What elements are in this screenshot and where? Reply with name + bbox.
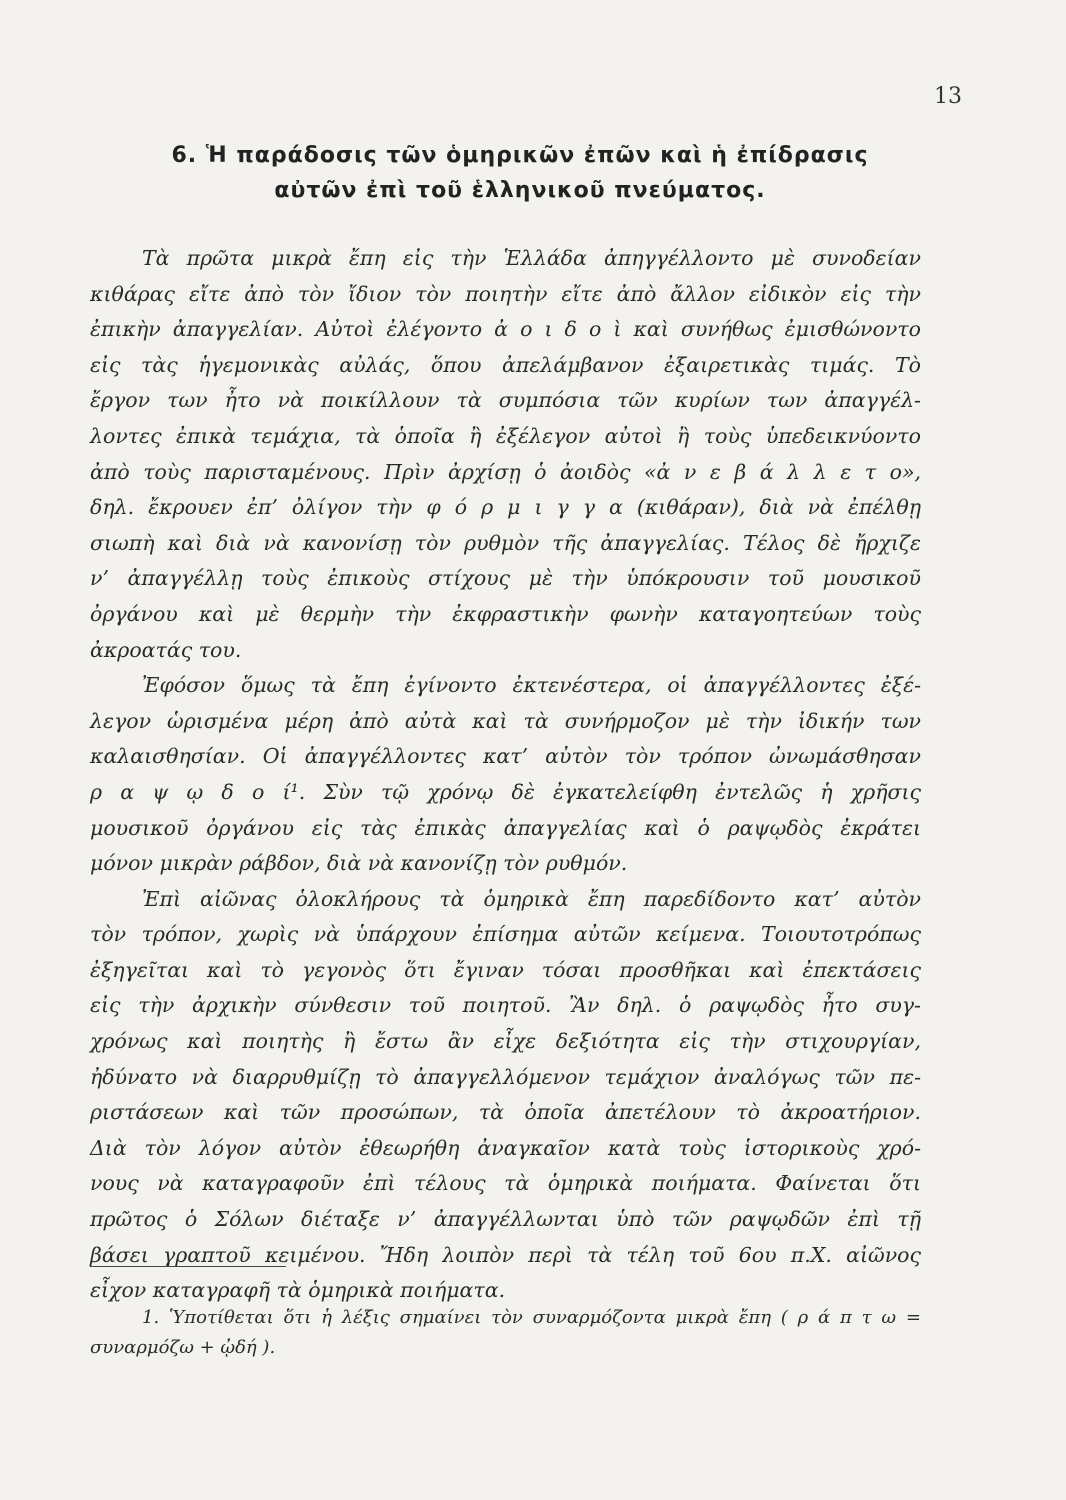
footnote-line-1: 1. Ὑποτίθεται ὅτι ἡ λέξις σημαίνει τὸν συναρμόζοντα μικρὰ ἔπη ( ρ ά π τ ω = <box>142 1307 921 1328</box>
paragraph-3-line: Ἐπὶ αἰῶνας ὁλοκλήρους τὰ ὁμηρικὰ ἔπη παρεδίδοντο κατ’ αὐτὸν <box>142 886 921 911</box>
paragraph-1-line: ἀπὸ τοὺς παρισταμένους. Πρὶν ἀρχίσῃ ὁ ἀοιδὸς «ἀ ν ε β ά λ λ ε τ ο», <box>90 459 921 484</box>
paragraph-3-line: εἰς τὴν ἀρχικὴν σύνθεσιν τοῦ ποιητοῦ. Ἂν δηλ. ὁ ραψῳδὸς ἦτο συγ- <box>90 993 921 1018</box>
paragraph-3-line: τὸν τρόπον, χωρὶς νὰ ὑπάρχουν ἐπίσημα αὐτῶν κείμενα. Τοιουτοτρόπως <box>90 922 921 947</box>
paragraph-1-line: ν’ ἀπαγγέλλῃ τοὺς ἐπικοὺς στίχους μὲ τὴν ὑπόκρουσιν τοῦ μουσικοῦ <box>90 566 921 591</box>
paragraph-3-line: πρῶτος ὁ Σόλων διέταξε ν’ ἀπαγγέλλωνται ὑπὸ τῶν ραψῳδῶν ἐπὶ τῇ <box>90 1207 921 1232</box>
paragraph-3-line: ἐξηγεῖται καὶ τὸ γεγονὸς ὅτι ἔγιναν τόσαι προσθῆκαι καὶ ἐπεκτάσεις <box>90 957 921 982</box>
paragraph-1-line: ἐπικὴν ἀπαγγελίαν. Αὐτοὶ ἐλέγοντο ἀ ο ι δ ο ὶ καὶ συνήθως ἐμισθώνοντο <box>90 317 921 342</box>
paragraph-1-line: ὀργάνου καὶ μὲ θερμὴν τὴν ἐκφραστικὴν φωνὴν καταγοητεύων τοὺς <box>90 601 921 626</box>
paragraph-3-line: ριστάσεων καὶ τῶν προσώπων, τὰ ὁποῖα ἀπετέλουν τὸ ἀκροατήριον. <box>90 1100 921 1125</box>
paragraph-2-line: μουσικοῦ ὀργάνου εἰς τὰς ἐπικὰς ἀπαγγελίας καὶ ὁ ραψῳδὸς ἐκράτει <box>90 815 921 840</box>
footnote-divider <box>90 1266 286 1267</box>
paragraph-2-line: καλαισθησίαν. Οἱ ἀπαγγέλλοντες κατ’ αὐτὸν τὸν τρόπον ὠνωμάσθησαν <box>90 744 921 769</box>
section-heading <box>110 138 930 208</box>
paragraph-1-line: Τὰ πρῶτα μικρὰ ἔπη εἰς τὴν Ἑλλάδα ἀπηγγέλλοντο μὲ συνοδείαν <box>142 246 921 270</box>
page-number: 13 <box>934 84 962 109</box>
paragraph-3-line: εἶχον καταγραφῆ τὰ ὁμηρικὰ ποιήματα. <box>90 1278 506 1303</box>
paragraph-1-line: εἰς τὰς ἡγεμονικὰς αὐλάς, ὅπου ἀπελάμβανον ἐξαιρετικὰς τιμάς. Τὸ <box>90 352 921 377</box>
paragraph-1-line: ἔργον των ἦτο νὰ ποικίλλουν τὰ συμπόσια τῶν κυρίων των ἀπαγγέλ- <box>90 388 921 413</box>
heading-line-2: αὐτῶν ἐπὶ τοῦ ἑλληνικοῦ πνεύματος. <box>274 178 766 203</box>
paragraph-1-line: λοντες ἐπικὰ τεμάχια, τὰ ὁποῖα ἢ ἐξέλεγον αὐτοὶ ἢ τοὺς ὑπεδεικνύοντο <box>90 423 921 448</box>
paragraph-2-line: μόνον μικρὰν ράβδον, διὰ νὰ κανονίζῃ τὸν ρυθμόν. <box>90 851 628 876</box>
paragraph-1-line: ἀκροατάς του. <box>90 637 242 662</box>
paragraph-3-line: νους νὰ καταγραφοῦν ἐπὶ τέλους τὰ ὁμηρικὰ ποιήματα. Φαίνεται ὅτι <box>90 1171 921 1196</box>
paragraph-3-line: ἠδύνατο νὰ διαρρυθμίζῃ τὸ ἀπαγγελλόμενον τεμάχιον ἀναλόγως τῶν πε- <box>90 1064 921 1089</box>
paragraph-3-line: βάσει γραπτοῦ κειμένου. Ἤδη λοιπὸν περὶ τὰ τέλη τοῦ 6ου π.Χ. αἰῶνος <box>90 1242 921 1267</box>
paragraph-2-line: ρ α ψ ῳ δ ο ί¹. Σὺν τῷ χρόνῳ δὲ ἐγκατελείφθη ἐντελῶς ἡ χρῆσις <box>90 779 921 804</box>
paragraph-1-line: δηλ. ἔκρουεν ἐπ’ ὀλίγον τὴν φ ό ρ μ ι γ γ α (κιθάραν), διὰ νὰ ἐπέλθῃ <box>90 495 921 520</box>
paragraph-2-line: λεγον ὡρισμένα μέρη ἀπὸ αὐτὰ καὶ τὰ συνήρμοζον μὲ τὴν ἰδικήν των <box>90 708 921 733</box>
heading-line-1: 6. Ἡ παράδοσις τῶν ὁμηρικῶν ἐπῶν καὶ ἡ ἐπίδρασις <box>171 143 869 168</box>
footnote-line-2: συναρμόζω + ᾠδή ). <box>90 1337 276 1358</box>
paragraph-3-line: Διὰ τὸν λόγον αὐτὸν ἐθεωρήθη ἀναγκαῖον κατὰ τοὺς ἱστορικοὺς χρό- <box>90 1135 921 1160</box>
paragraph-1-line: σιωπὴ καὶ διὰ νὰ κανονίσῃ τὸν ρυθμὸν τῆς ἀπαγγελίας. Τέλος δὲ ἤρχιζε <box>90 530 921 555</box>
body-text <box>90 241 921 1309</box>
paragraph-2-line: Ἐφόσον ὅμως τὰ ἔπη ἐγίνοντο ἐκτενέστερα, οἱ ἀπαγγέλλοντες ἐξέ- <box>142 673 921 698</box>
paragraph-3-line: χρόνως καὶ ποιητὴς ἢ ἔστω ἂν εἶχε δεξιότητα εἰς τὴν στιχουργίαν, <box>90 1029 921 1054</box>
footnote <box>90 1303 921 1363</box>
paragraph-1-line: κιθάρας εἴτε ἀπὸ τὸν ἴδιον τὸν ποιητὴν εἴτε ἀπὸ ἄλλον εἰδικὸν εἰς τὴν <box>90 281 921 306</box>
